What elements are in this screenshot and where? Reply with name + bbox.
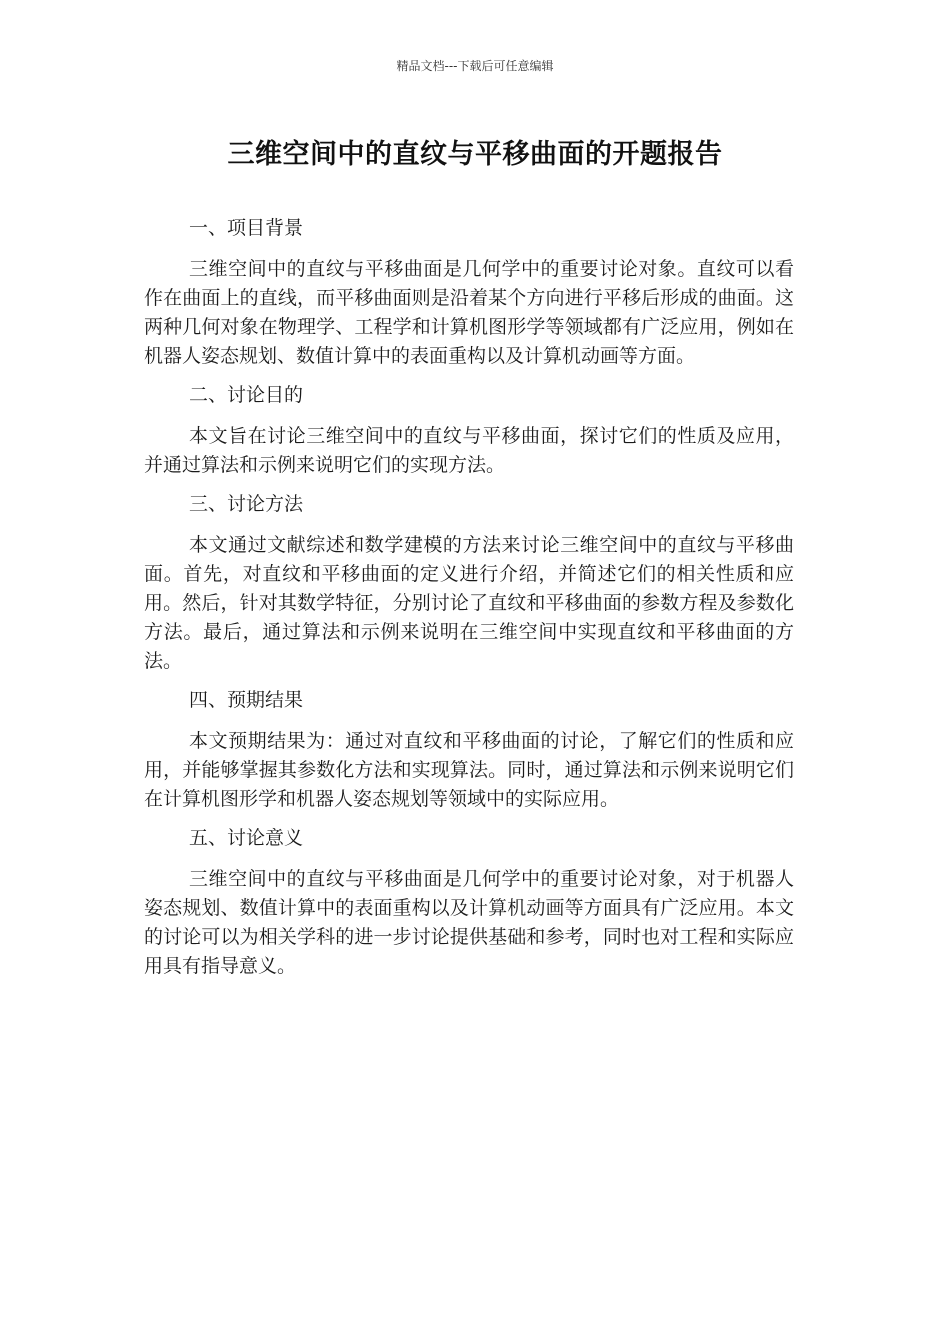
section-method (144, 490, 794, 676)
section-significance (144, 824, 794, 981)
section-expected-results (144, 686, 794, 814)
section-paragraph: 本文预期结果为：通过对直纹和平移曲面的讨论，了解它们的性质和应用，并能够掌握其参数化方法和实现算法。同时，通过算法和示例来说明它们在计算机图形学和机器人姿态规划等领域中的实际应用。 (144, 730, 794, 810)
section-purpose (144, 381, 794, 480)
section-heading: 四、预期结果 (189, 689, 304, 711)
section-paragraph: 三维空间中的直纹与平移曲面是几何学中的重要讨论对象，对于机器人姿态规划、数值计算中的表面重构以及计算机动画等方面具有广泛应用。本文的讨论可以为相关学科的进一步讨论提供基础和参考，同时也对工程和实际应用具有指导意义。 (144, 868, 794, 977)
section-heading: 三、讨论方法 (189, 493, 304, 515)
section-heading: 一、项目背景 (189, 217, 304, 239)
section-paragraph: 三维空间中的直纹与平移曲面是几何学中的重要讨论对象。直纹可以看作在曲面上的直线，而平移曲面则是沿着某个方向进行平移后形成的曲面。这两种几何对象在物理学、工程学和计算机图形学等领域都有广泛应用，例如在机器人姿态规划、数值计算中的表面重构以及计算机动画等方面。 (144, 258, 794, 367)
section-paragraph: 本文通过文献综述和数学建模的方法来讨论三维空间中的直纹与平移曲面。首先，对直纹和平移曲面的定义进行介绍，并简述它们的相关性质和应用。然后，针对其数学特征，分别讨论了直纹和平移曲面的参数方程及参数化方法。最后，通过算法和示例来说明在三维空间中实现直纹和平移曲面的方法。 (144, 534, 794, 672)
section-background (144, 214, 794, 371)
document-body (144, 214, 794, 991)
section-heading: 五、讨论意义 (189, 827, 304, 849)
section-heading: 二、讨论目的 (189, 384, 304, 406)
section-paragraph: 本文旨在讨论三维空间中的直纹与平移曲面，探讨它们的性质及应用，并通过算法和示例来说明它们的实现方法。 (144, 425, 794, 476)
document-title: 三维空间中的直纹与平移曲面的开题报告 (227, 139, 723, 170)
header-note: 精品文档---下载后可任意编辑 (396, 59, 554, 73)
